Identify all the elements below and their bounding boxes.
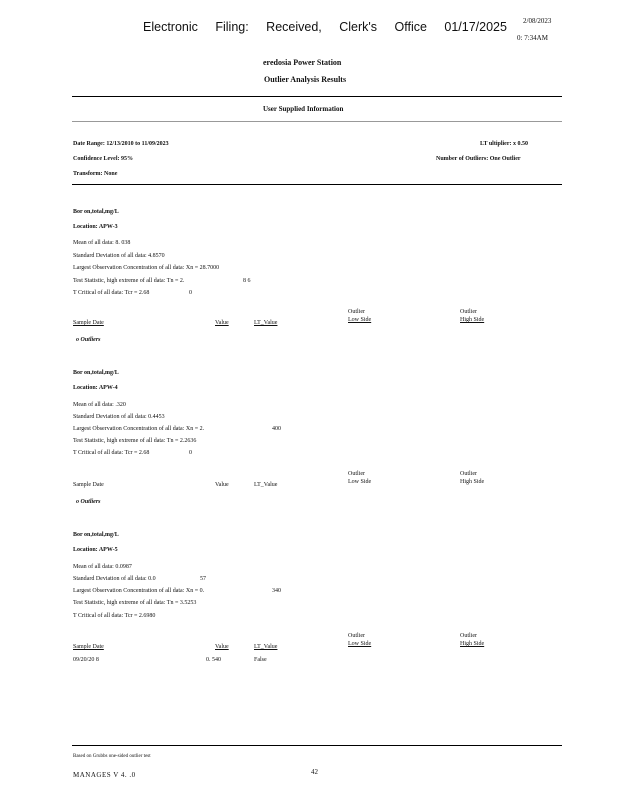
number-of-outliers: Number of Outliers: One Outlier: [436, 156, 521, 162]
outlier-low-label-1: Outlier: [348, 309, 365, 315]
parameter-name: Bor on,total,mg/L: [73, 532, 119, 538]
header-divider: [72, 96, 562, 97]
test-statistic: Test Statistic, high extreme of all data: Tn = 3.5253: [73, 600, 197, 606]
lt-value-label: LT_Value: [254, 482, 278, 488]
outlier-low-label-1: Outlier: [348, 633, 365, 639]
location: Location: APW-5: [73, 547, 118, 553]
lt-value-label: LT_Value: [254, 644, 278, 650]
sample-date-label: Sample Date: [73, 644, 104, 650]
largest-observation: Largest Observation Concentration of all data: Xn = 0.: [73, 588, 205, 594]
column-header-value: [215, 644, 233, 650]
t-critical: T Critical of all data: Tcr = 2.68: [73, 290, 150, 296]
largest-observation-extra: 340: [272, 588, 281, 594]
lt-multiplier: LT ultiplier: x 0.50: [480, 141, 529, 147]
software-version: MANAGES V 4. .0: [73, 771, 136, 779]
largest-observation: Largest Observation Concentration of all data: Xn = 28.7000: [73, 265, 220, 271]
t-critical-extra: 0: [189, 450, 192, 456]
location: Location: APW-3: [73, 224, 118, 230]
report-date: 2/08/2023: [523, 17, 552, 25]
t-critical-extra: 0: [189, 290, 192, 296]
outlier-high-label-1: Outlier: [460, 309, 477, 315]
location: Location: APW-4: [73, 385, 118, 391]
t-critical: T Critical of all data: Tcr = 2.6980: [73, 613, 156, 619]
table-row-lt-value: False: [254, 657, 267, 663]
sample-date-label: Sample Date: [73, 320, 104, 326]
table-row-value: 0. 540: [206, 657, 221, 663]
parameter-name: Bor on,total,mg/L: [73, 209, 119, 215]
report-title: Outlier Analysis Results: [264, 75, 347, 84]
lt-value-label: LT_Value: [254, 320, 278, 326]
largest-observation: Largest Observation Concentration of all data: Xn = 2.: [73, 426, 205, 432]
std-deviation: Standard Deviation of all data: 0.4453: [73, 414, 165, 420]
column-header-outlier-high: [460, 309, 494, 323]
outlier-high-label-1: Outlier: [460, 633, 477, 639]
column-header-outlier-high: [460, 633, 494, 647]
outlier-low-label-2: Low Side: [348, 479, 372, 485]
outlier-low-label-1: Outlier: [348, 471, 365, 477]
column-header-sample-date: [73, 320, 127, 326]
column-header-sample-date: [73, 644, 130, 650]
outlier-low-label-2: Low Side: [348, 317, 372, 323]
table-row-sample-date: 09/20/20 8: [73, 657, 99, 663]
outlier-high-label-2: High Side: [460, 317, 485, 323]
mean-of-data: Mean of all data: 0.0987: [73, 564, 132, 570]
t-critical: T Critical of all data: Tcr = 2.68: [73, 450, 150, 456]
section-title: User Supplied Information: [263, 105, 344, 113]
footer-divider: [72, 745, 562, 746]
no-outliers-note: o Outliers: [76, 499, 101, 505]
column-header-outlier-low: [348, 309, 383, 323]
station-name: eredosia Power Station: [263, 58, 342, 67]
column-header-lt-value: [254, 482, 277, 488]
outlier-high-label-2: High Side: [460, 641, 485, 647]
mean-of-data: Mean of all data: 8. 038: [73, 240, 131, 246]
value-label: Value: [215, 482, 229, 488]
value-label: Value: [215, 320, 229, 326]
largest-observation-extra: 400: [272, 426, 281, 432]
no-outliers-note: o Outliers: [76, 337, 101, 343]
column-header-lt-value: [254, 320, 287, 326]
date-range: Date Range: 12/13/2010 to 11/09/2023: [73, 141, 169, 147]
test-statistic: Test Statistic, high extreme of all data: Tn = 2.2636: [73, 438, 197, 444]
outlier-low-label-2: Low Side: [348, 641, 372, 647]
mean-of-data: Mean of all data: .320: [73, 402, 126, 408]
column-header-sample-date: [73, 482, 104, 488]
column-header-outlier-low: [348, 471, 371, 485]
column-header-outlier-high: [460, 471, 484, 485]
std-deviation: Standard Deviation of all data: 4.8570: [73, 253, 165, 259]
page-number: 42: [311, 768, 318, 776]
column-header-outlier-low: [348, 633, 383, 647]
filing-stamp: Electronic Filing: Received, Clerk's Office 01/17/2025: [143, 20, 507, 34]
outlier-high-label-2: High Side: [460, 479, 485, 485]
report-time: 0: 7:34AM: [517, 34, 548, 42]
outlier-high-label-1: Outlier: [460, 471, 477, 477]
column-header-value: [215, 320, 233, 326]
settings-divider: [72, 184, 562, 185]
test-statistic: Test Statistic, high extreme of all data: Tn = 2.: [73, 278, 185, 284]
footer-note: Based on Grubbs one-sided outlier test: [73, 754, 151, 759]
section-divider: [72, 121, 562, 122]
value-label: Value: [215, 644, 229, 650]
std-deviation-extra: 57: [200, 576, 206, 582]
test-statistic-extra: 8 6: [243, 278, 251, 284]
parameter-name: Bor on,total,mg/L: [73, 370, 119, 376]
column-header-value: [215, 482, 229, 488]
transform: Transform: None: [73, 171, 118, 177]
confidence-level: Confidence Level: 95%: [73, 156, 133, 162]
column-header-lt-value: [254, 644, 287, 650]
sample-date-label: Sample Date: [73, 482, 104, 488]
std-deviation: Standard Deviation of all data: 0.0: [73, 576, 156, 582]
